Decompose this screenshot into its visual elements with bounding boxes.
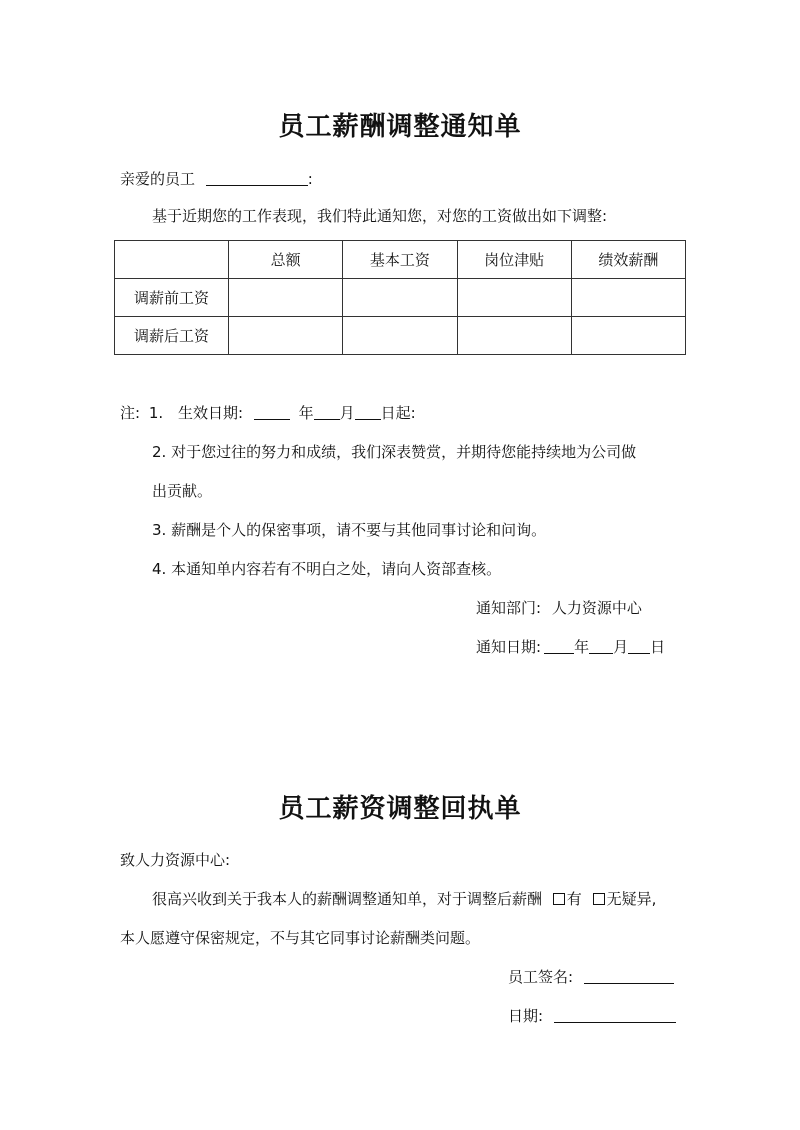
- table-header-cell: 绩效薪酬: [571, 241, 685, 279]
- note-1-number: 1.: [148, 404, 164, 422]
- note-3-text: 薪酬是个人的保密事项，请不要与其他同事讨论和问询。: [171, 521, 547, 539]
- intro-text: 基于近期您的工作表现，我们特此通知您，对您的工资做出如下调整:: [152, 207, 608, 225]
- receipt-date-label: 日期:: [508, 1007, 544, 1025]
- note-4-number: 4.: [152, 560, 167, 578]
- greeting-line: [120, 169, 313, 189]
- note-2-line-2: 出贡献。: [152, 482, 213, 500]
- effective-month-blank[interactable]: [314, 404, 340, 420]
- receipt-body-line-2: 本人愿遵守保密规定，不与其它同事讨论薪酬类问题。: [120, 929, 481, 947]
- note-3: [152, 520, 546, 540]
- checkbox-has-objection[interactable]: [553, 893, 565, 905]
- note-1: [120, 403, 416, 423]
- greeting-label: 亲爱的员工: [120, 170, 196, 188]
- signature-blank[interactable]: [584, 968, 674, 984]
- notice-title: 员工薪酬调整通知单: [278, 112, 522, 142]
- year-label: 年: [574, 638, 590, 656]
- table-header-cell: 岗位津贴: [457, 241, 571, 279]
- notice-date: [476, 637, 665, 657]
- salary-table: [114, 240, 686, 355]
- receipt-body-line-1: [152, 889, 656, 909]
- row-label-after: 调薪后工资: [115, 317, 229, 355]
- note-3-number: 3.: [152, 521, 167, 539]
- table-cell[interactable]: [457, 317, 571, 355]
- day-label: 日起:: [380, 404, 416, 422]
- notice-day-blank[interactable]: [628, 638, 650, 654]
- greeting-colon: :: [307, 170, 313, 188]
- receipt-addressee: 致人力资源中心:: [120, 851, 231, 869]
- table-cell[interactable]: [229, 317, 343, 355]
- table-header-cell: 总额: [229, 241, 343, 279]
- note-2-line-1: [152, 442, 636, 462]
- note-prefix: 注:: [120, 404, 141, 422]
- notice-date-label: 通知日期:: [476, 638, 542, 656]
- signature-line: [508, 967, 674, 987]
- table-header-cell: [115, 241, 229, 279]
- effective-date-label: 生效日期:: [177, 404, 243, 422]
- row-label-before: 调薪前工资: [115, 279, 229, 317]
- month-label: 月: [613, 638, 629, 656]
- notice-year-blank[interactable]: [544, 638, 574, 654]
- table-cell[interactable]: [457, 279, 571, 317]
- receipt-title: 员工薪资调整回执单: [278, 794, 522, 824]
- note-2-text: 对于您过往的努力和成绩，我们深表赞赏，并期待您能持续地为公司做: [171, 443, 637, 461]
- receipt-date-line: [508, 1006, 676, 1026]
- receipt-body-text: 很高兴收到关于我本人的薪酬调整通知单，对于调整后薪酬: [152, 890, 543, 908]
- table-row: [115, 279, 686, 317]
- department-value: 人力资源中心: [551, 599, 642, 617]
- notice-month-blank[interactable]: [589, 638, 613, 654]
- notice-department: [476, 598, 642, 618]
- signature-label: 员工签名:: [508, 968, 574, 986]
- department-label: 通知部门:: [476, 599, 542, 617]
- note-4-text: 本通知单内容若有不明白之处，请向人资部查核。: [171, 560, 502, 578]
- option-yes-label: 有: [566, 890, 582, 908]
- table-cell[interactable]: [571, 317, 685, 355]
- month-label: 月: [339, 404, 355, 422]
- note-2-number: 2.: [152, 443, 167, 461]
- effective-year-blank[interactable]: [254, 404, 290, 420]
- table-cell[interactable]: [343, 279, 457, 317]
- year-label: 年: [298, 404, 314, 422]
- table-cell[interactable]: [343, 317, 457, 355]
- option-no-label: 无疑异,: [606, 890, 657, 908]
- table-cell[interactable]: [229, 279, 343, 317]
- table-cell[interactable]: [571, 279, 685, 317]
- employee-name-blank[interactable]: [206, 170, 308, 186]
- checkbox-no-objection[interactable]: [593, 893, 605, 905]
- effective-day-blank[interactable]: [355, 404, 381, 420]
- day-label: 日: [650, 638, 666, 656]
- table-header-cell: 基本工资: [343, 241, 457, 279]
- receipt-date-blank[interactable]: [554, 1007, 676, 1023]
- table-header-row: [115, 241, 686, 279]
- table-row: [115, 317, 686, 355]
- note-4: [152, 559, 501, 579]
